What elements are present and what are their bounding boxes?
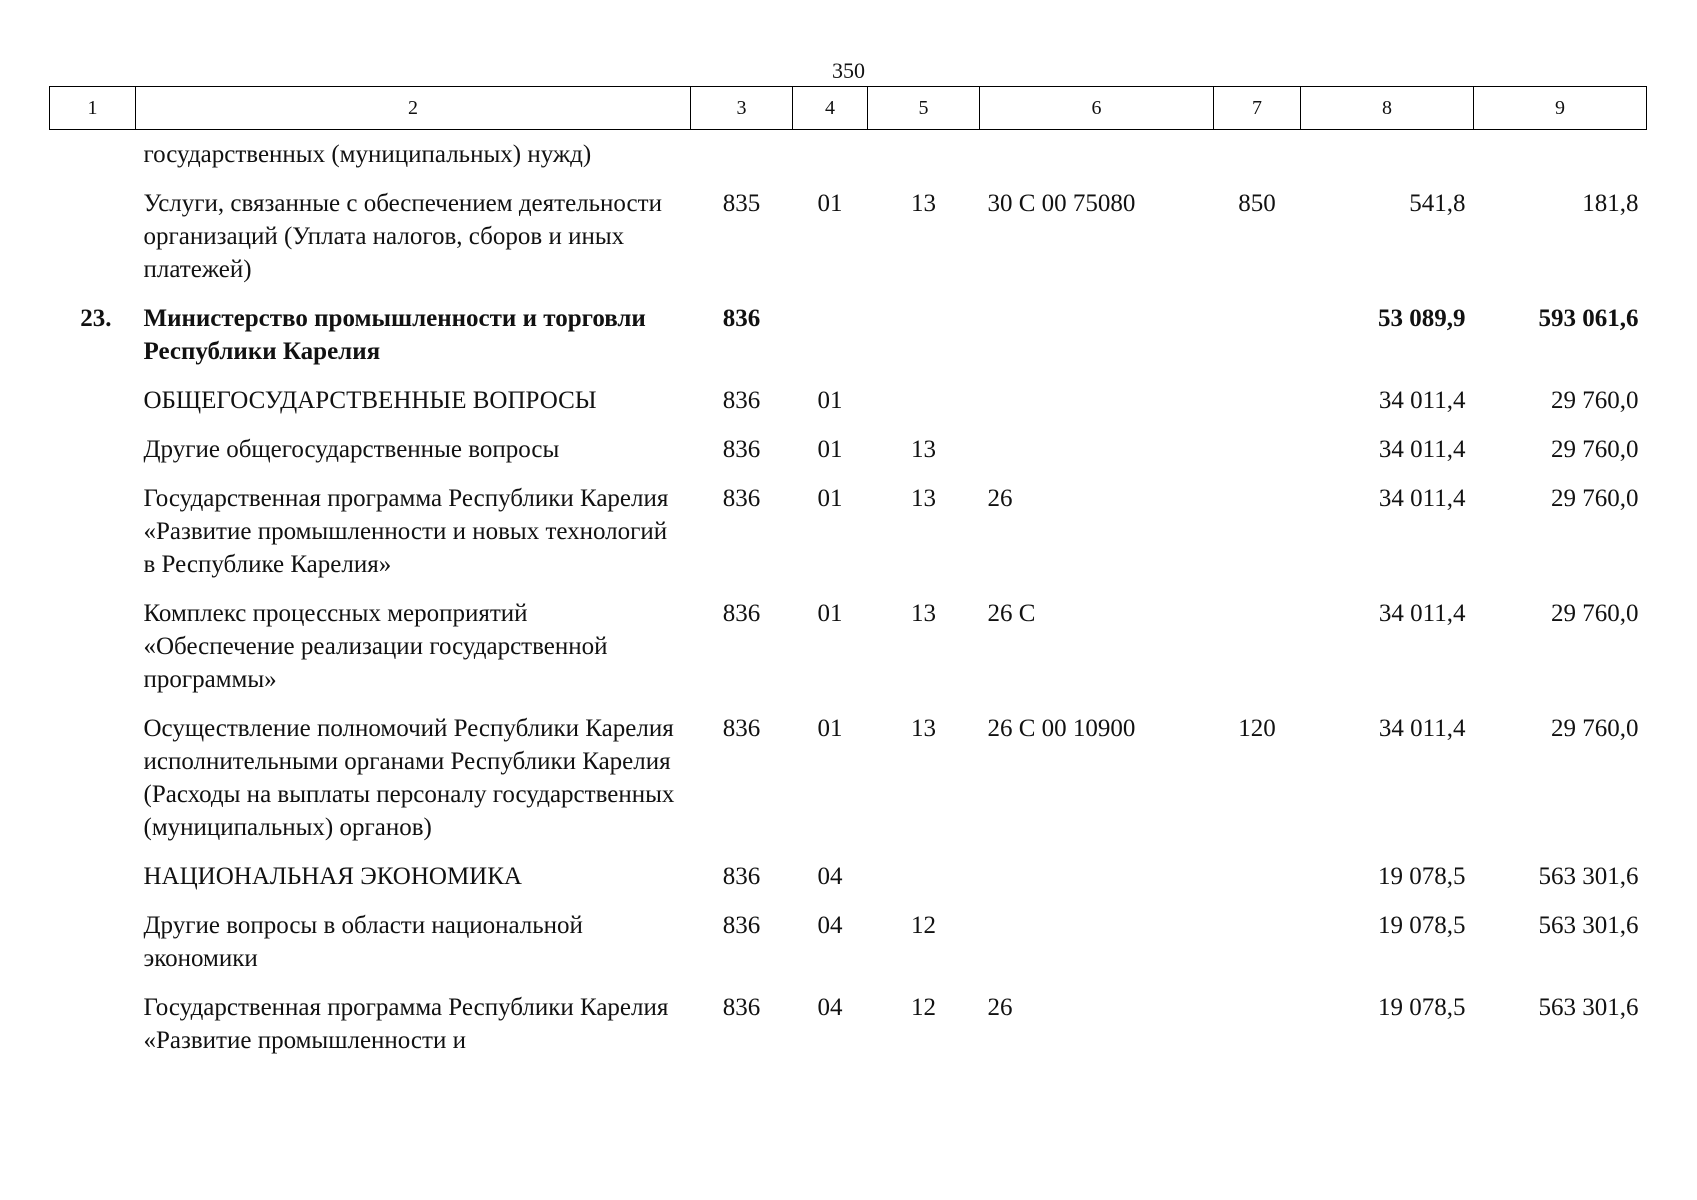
row-sum-2: 29 760,0	[1551, 387, 1639, 414]
row-grbs: 836	[722, 305, 761, 332]
row-csr: 30 С 00 75080	[987, 190, 1136, 217]
table-row	[50, 712, 1647, 860]
row-pr: 12	[911, 994, 936, 1021]
row-index: 23.	[80, 305, 112, 332]
row-sum-2: 563 301,6	[1538, 912, 1639, 939]
row-sum-2: 563 301,6	[1538, 994, 1639, 1021]
row-sum-1: 541,8	[1409, 190, 1466, 217]
row-name: Другие общегосударственные вопросы	[143, 436, 560, 463]
row-sum-2: 29 760,0	[1551, 485, 1639, 512]
row-pr: 13	[911, 190, 936, 217]
row-sum-1: 34 011,4	[1378, 387, 1466, 414]
table-row	[50, 384, 1647, 433]
row-name: государственных (муниципальных) нужд)	[143, 141, 592, 168]
row-csr	[980, 384, 1214, 433]
row-sum-2: 181,8	[1582, 190, 1639, 217]
row-index	[50, 597, 136, 712]
row-vr	[1214, 860, 1301, 909]
row-vr	[1214, 597, 1301, 712]
row-sum-1: 19 078,5	[1378, 863, 1466, 890]
row-grbs: 835	[722, 190, 761, 217]
row-rz: 01	[817, 387, 843, 414]
row-grbs	[691, 130, 793, 188]
row-rz: 04	[817, 912, 843, 939]
table-row	[50, 991, 1647, 1073]
row-vr	[1214, 302, 1301, 384]
row-rz	[793, 130, 868, 188]
row-vr	[1214, 384, 1301, 433]
row-name: Министерство промышленности и торговли Республики Карелия	[143, 305, 646, 365]
row-csr	[980, 860, 1214, 909]
table-row	[50, 187, 1647, 302]
row-vr	[1214, 991, 1301, 1073]
row-name: НАЦИОНАЛЬНАЯ ЭКОНОМИКА	[143, 863, 522, 890]
budget-table-container	[49, 86, 1646, 1073]
row-pr: 13	[911, 600, 936, 627]
row-grbs: 836	[722, 715, 761, 742]
table-row	[50, 597, 1647, 712]
row-sum-1: 19 078,5	[1378, 994, 1466, 1021]
row-sum-2: 29 760,0	[1551, 600, 1639, 627]
row-vr	[1214, 130, 1301, 188]
row-pr	[868, 860, 980, 909]
table-row	[50, 433, 1647, 482]
row-sum-2: 29 760,0	[1551, 436, 1639, 463]
column-header-2: 2	[136, 87, 691, 130]
row-sum-1: 34 011,4	[1378, 715, 1466, 742]
row-index	[50, 991, 136, 1073]
row-sum-1: 34 011,4	[1378, 485, 1466, 512]
row-index	[50, 860, 136, 909]
row-sum-2: 29 760,0	[1551, 715, 1639, 742]
row-csr: 26	[987, 485, 1013, 512]
row-pr	[868, 302, 980, 384]
row-rz: 01	[817, 436, 843, 463]
row-rz	[793, 302, 868, 384]
column-header-9: 9	[1474, 87, 1647, 130]
column-header-7: 7	[1214, 87, 1301, 130]
row-name: Государственная программа Республики Карелия «Развитие промышленности и	[143, 994, 669, 1054]
row-grbs: 836	[722, 485, 761, 512]
row-name: ОБЩЕГОСУДАРСТВЕННЫЕ ВОПРОСЫ	[143, 387, 597, 414]
row-pr: 13	[911, 436, 936, 463]
row-sum-1	[1301, 130, 1474, 188]
page-number: 350	[832, 58, 865, 83]
row-name: Услуги, связанные с обеспечением деятельности организаций (Уплата налогов, сборов и иных платежей)	[143, 190, 662, 283]
row-index	[50, 433, 136, 482]
row-sum-2	[1474, 130, 1647, 188]
row-vr	[1214, 433, 1301, 482]
row-pr: 12	[911, 912, 936, 939]
column-number-header	[50, 87, 1647, 130]
row-index	[50, 712, 136, 860]
row-grbs: 836	[722, 863, 761, 890]
row-sum-1: 53 089,9	[1378, 305, 1466, 332]
row-csr	[980, 302, 1214, 384]
column-header-1: 1	[50, 87, 136, 130]
row-rz: 04	[817, 994, 843, 1021]
row-sum-2: 593 061,6	[1538, 305, 1639, 332]
table-row	[50, 909, 1647, 991]
row-rz: 01	[817, 715, 843, 742]
header-row	[50, 87, 1647, 130]
row-rz: 04	[817, 863, 843, 890]
row-index	[50, 482, 136, 597]
row-csr: 26 С 00 10900	[987, 715, 1136, 742]
row-index	[50, 384, 136, 433]
row-index	[50, 187, 136, 302]
table-body	[50, 130, 1647, 1074]
row-grbs: 836	[722, 994, 761, 1021]
row-rz: 01	[817, 600, 843, 627]
row-name: Осуществление полномочий Республики Карелия исполнительными органами Республики Карелия (Расходы на выплаты персоналу государственных (муниципальных) органов)	[143, 715, 675, 841]
row-name: Государственная программа Республики Карелия «Развитие промышленности и новых технологий в Республике Карелия»	[143, 485, 669, 578]
row-name: Комплекс процессных мероприятий «Обеспечение реализации государственной программы»	[143, 600, 608, 693]
table-row	[50, 302, 1647, 384]
row-index	[50, 130, 136, 188]
table-row	[50, 130, 1647, 188]
row-csr: 26	[987, 994, 1013, 1021]
column-header-5: 5	[868, 87, 980, 130]
row-grbs: 836	[722, 436, 761, 463]
budget-table	[49, 86, 1647, 1073]
column-header-3: 3	[691, 87, 793, 130]
row-grbs: 836	[722, 912, 761, 939]
row-name: Другие вопросы в области национальной экономики	[143, 912, 583, 972]
row-vr: 120	[1238, 715, 1276, 742]
row-sum-2: 563 301,6	[1538, 863, 1639, 890]
row-pr: 13	[911, 485, 936, 512]
row-csr: 26 С	[987, 600, 1036, 627]
row-grbs: 836	[722, 387, 761, 414]
row-pr	[868, 130, 980, 188]
table-row	[50, 482, 1647, 597]
row-sum-1: 34 011,4	[1378, 436, 1466, 463]
row-vr: 850	[1238, 190, 1276, 217]
row-rz: 01	[817, 485, 843, 512]
row-vr	[1214, 909, 1301, 991]
row-sum-1: 34 011,4	[1378, 600, 1466, 627]
column-header-4: 4	[793, 87, 868, 130]
row-pr: 13	[911, 715, 936, 742]
row-csr	[980, 433, 1214, 482]
row-csr	[980, 909, 1214, 991]
row-rz: 01	[817, 190, 843, 217]
row-index	[50, 909, 136, 991]
column-header-6: 6	[980, 87, 1214, 130]
table-row	[50, 860, 1647, 909]
column-header-8: 8	[1301, 87, 1474, 130]
row-sum-1: 19 078,5	[1378, 912, 1466, 939]
row-csr	[980, 130, 1214, 188]
row-vr	[1214, 482, 1301, 597]
row-pr	[868, 384, 980, 433]
row-grbs: 836	[722, 600, 761, 627]
